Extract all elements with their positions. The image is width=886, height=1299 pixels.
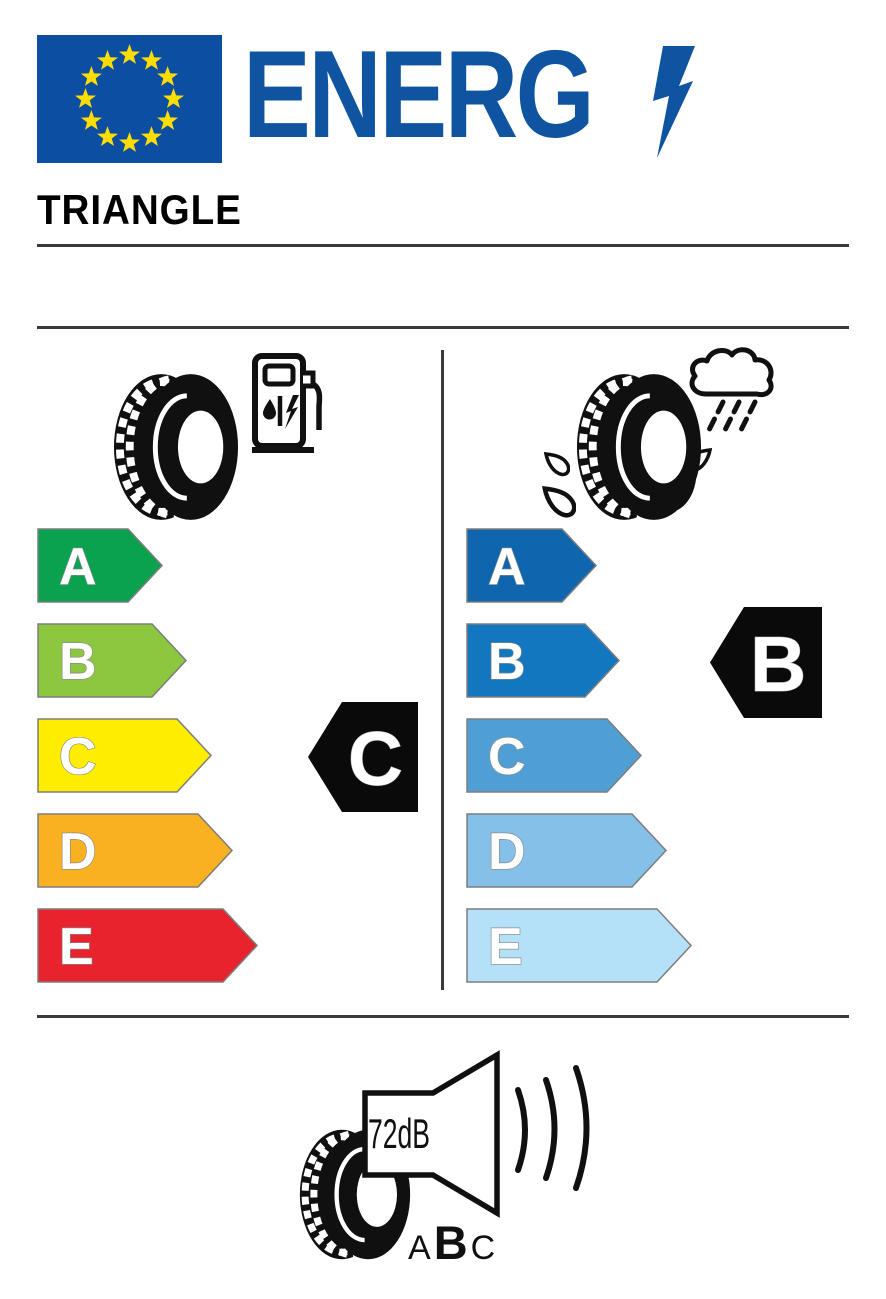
- divider-vertical: [441, 350, 444, 990]
- wet-class-letter-a: A: [488, 538, 526, 596]
- fuel-class-letter-e: E: [59, 918, 94, 976]
- noise-value: 72dB: [368, 1110, 430, 1157]
- fuel-efficiency-icon: [105, 340, 335, 535]
- wet-class-arrow-a: [466, 528, 598, 603]
- sound-waves-icon: [518, 1068, 587, 1188]
- noise-class-scale: [408, 1216, 496, 1269]
- divider-lower: [37, 1015, 849, 1018]
- fuel-class-arrow-c: [37, 718, 213, 793]
- wet-class-letter-c: C: [488, 728, 526, 786]
- splash-droplet-icon: [546, 454, 569, 475]
- rain-drops-icon: [709, 402, 755, 430]
- brand-name: TRIANGLE: [37, 186, 242, 233]
- wet-class-arrow-b: [466, 623, 621, 698]
- wet-rating-letter: B: [750, 620, 807, 708]
- wet-class-letter-b: B: [488, 633, 526, 691]
- fuel-class-letter-a: A: [59, 538, 97, 596]
- noise-class-a: A: [408, 1229, 431, 1267]
- wet-grip-icon: [538, 340, 783, 555]
- lightning-bolt-icon: [643, 46, 707, 158]
- fuel-class-arrow-d: [37, 813, 234, 888]
- fuel-pump-icon: [252, 356, 319, 450]
- wet-rating-arrow: [710, 607, 822, 718]
- tire-icon: [577, 374, 701, 520]
- divider-upper: [37, 326, 849, 329]
- eu-flag: [37, 35, 222, 163]
- fuel-class-arrow-b: [37, 623, 188, 698]
- tire-icon: [114, 374, 238, 520]
- noise-class-b-rating: B: [433, 1216, 468, 1269]
- noise-class-c: C: [470, 1229, 496, 1267]
- wet-class-letter-d: D: [488, 823, 526, 881]
- fuel-rating-letter: C: [348, 717, 403, 802]
- splash-droplet-icon: [545, 489, 574, 516]
- wet-class-arrow-d: [466, 813, 668, 888]
- fuel-class-arrow-a: [37, 528, 164, 603]
- wet-class-letter-e: E: [488, 918, 523, 976]
- fuel-class-arrow-e: [37, 908, 259, 983]
- divider-top: [37, 244, 849, 247]
- rain-cloud-icon: [692, 350, 771, 430]
- fuel-class-letter-b: B: [59, 633, 97, 691]
- fuel-class-letter-c: C: [59, 728, 97, 786]
- fuel-class-letter-d: D: [59, 823, 97, 881]
- wet-class-arrow-e: [466, 908, 693, 983]
- fuel-rating-arrow: [308, 702, 418, 812]
- energ-logo-text: ENERG: [243, 26, 593, 164]
- wet-class-arrow-c: [466, 718, 643, 793]
